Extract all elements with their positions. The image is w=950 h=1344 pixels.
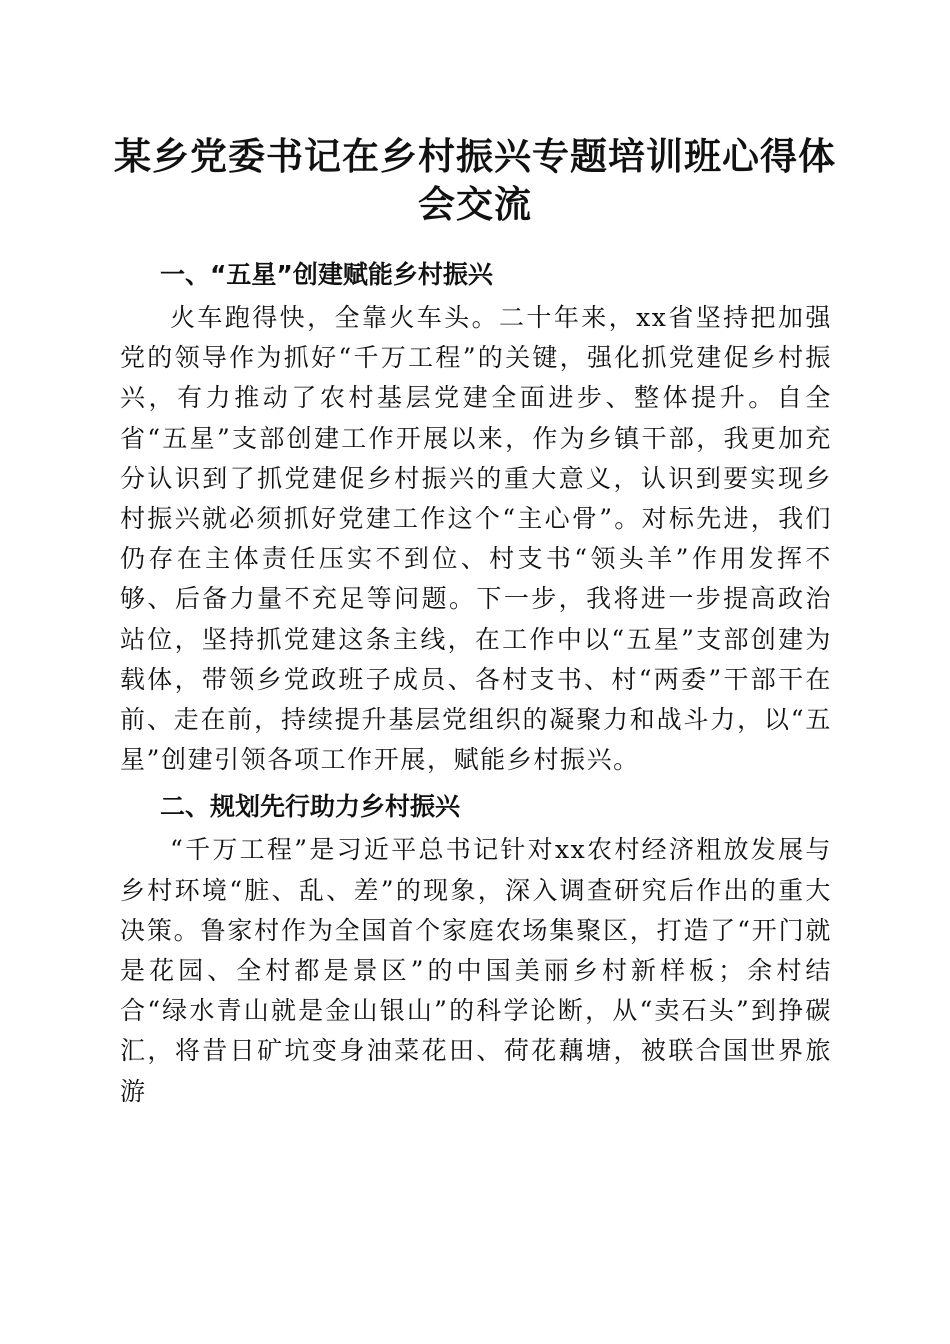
section-heading-2: 二、规划先行助力乡村振兴 xyxy=(160,792,461,822)
section-paragraph-1: 火车跑得快，全靠火车头。二十年来，xx省坚持把加强党的领导作为抓好“千万工程”的关键，强化抓党建促乡村振兴，有力推动了农村基层党建全面进步、整体提升。自全省“五星”支部创建工作开展以来，作为乡镇干部，我更加充分认识到了抓党建促乡村振兴的重大意义，认识到要实现乡村振兴就必须抓好党建工作这个“主心骨”。对标先进，我们仍存在主体责任压实不到位、村支书“领头羊”作用发挥不够、后备力量不充足等问题。下一步，我将进一步提高政治站位，坚持抓党建这条主线，在工作中以“五星”支部创建为载体，带领乡党政班子成员、各村支书、村“两委”干部干在前、走在前，持续提升基层党组织的凝聚力和战斗力，以“五星”创建引领各项工作开展，赋能乡村振兴。 xyxy=(120,303,832,775)
section-heading-1: 一、“五星”创建赋能乡村振兴 xyxy=(160,260,493,289)
section-paragraph-2: “千万工程”是习近平总书记针对xx农村经济粗放发展与乡村环境“脏、乱、差”的现象，深入调查研究后作出的重大决策。鲁家村作为全国首个家庭农场集聚区，打造了“开门就是花园、全村都是景区”的中国美丽乡村新样板；余村结合“绿水青山就是金山银山”的科学论断，从“卖石头”到挣碳汇，将昔日矿坑变身油菜花田、荷花藕塘，被联合国世界旅游 xyxy=(120,835,832,1106)
document-title: 某乡党委书记在乡村振兴专题培训班心得体会交流 xyxy=(114,134,836,226)
document-body xyxy=(120,252,832,1112)
